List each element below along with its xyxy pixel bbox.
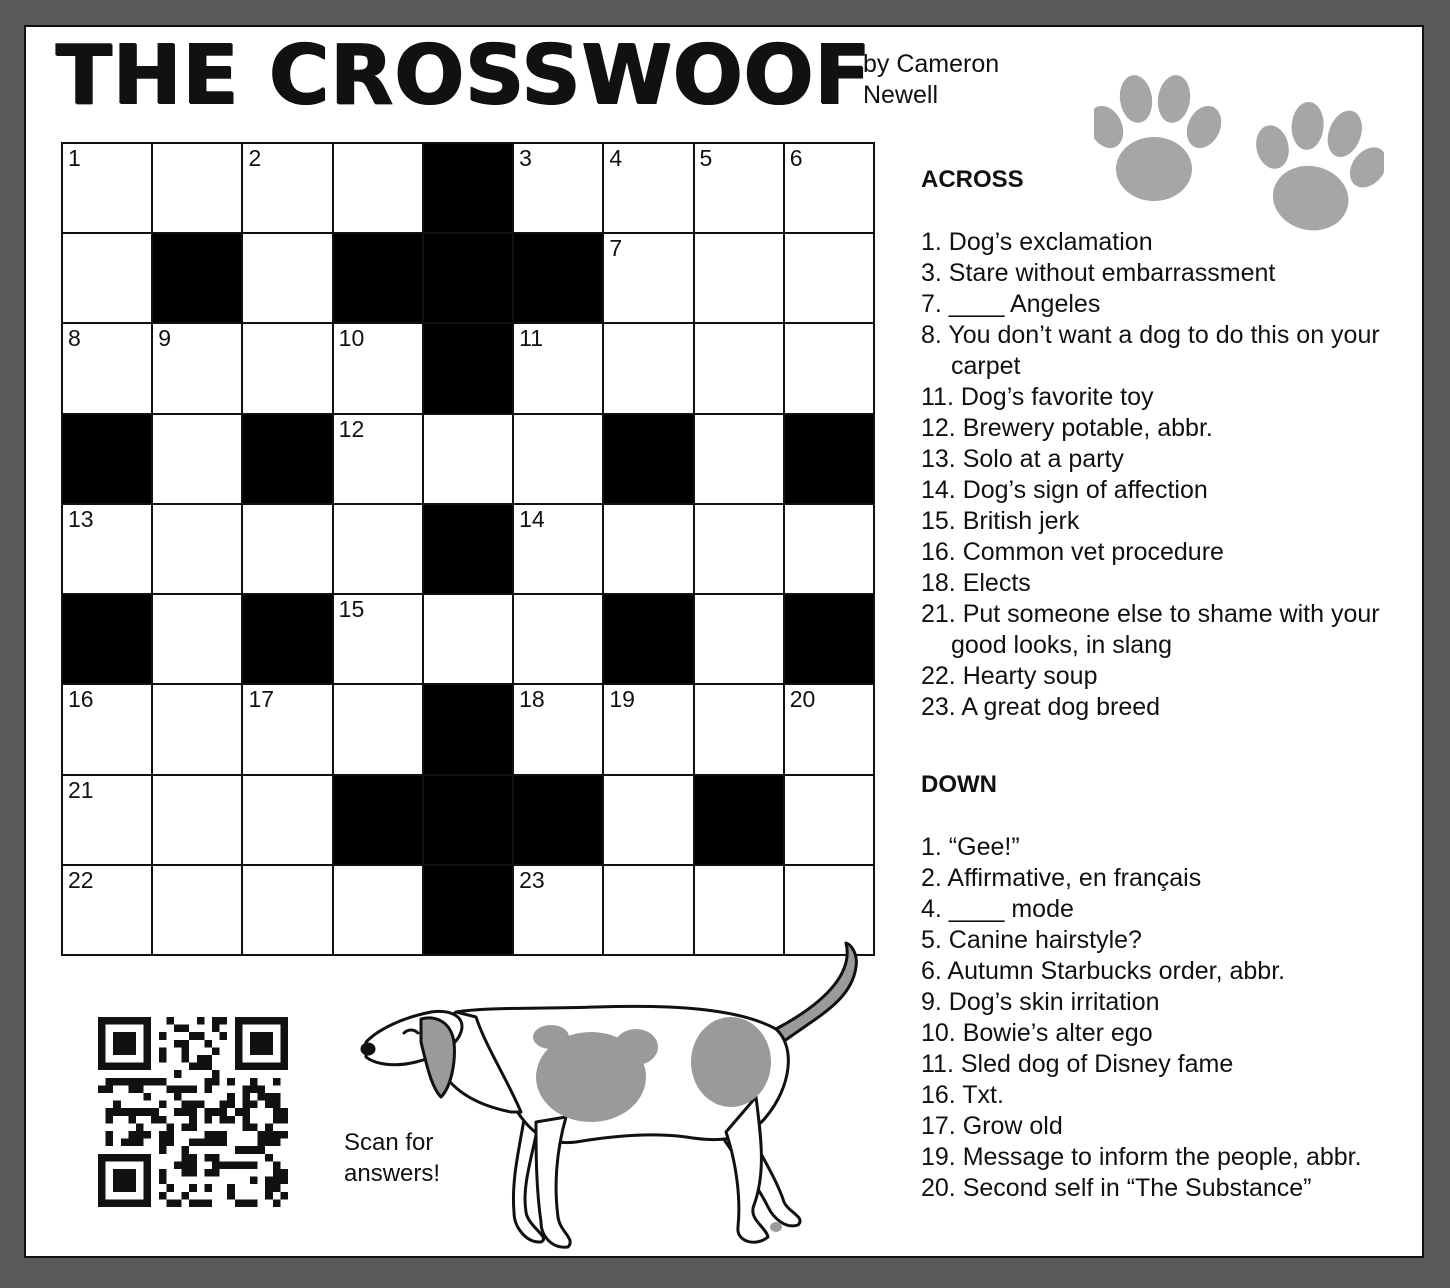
down-clue: 9. Dog’s skin irritation	[921, 988, 1160, 1016]
down-heading: DOWN	[921, 771, 997, 798]
across-clue: 3. Stare without embarrassment	[921, 259, 1276, 287]
clue-number: 4	[609, 145, 623, 171]
grid-cell[interactable]	[604, 324, 692, 412]
grid-cell[interactable]	[153, 685, 241, 773]
grid-block	[514, 234, 602, 322]
grid-cell[interactable]	[604, 144, 692, 232]
clue-number: 21	[68, 776, 94, 803]
grid-block	[785, 415, 873, 503]
clue-number: 11	[519, 325, 543, 352]
grid-cell[interactable]	[153, 776, 241, 864]
grid-cell[interactable]	[424, 595, 512, 683]
clue-number: 1	[68, 145, 81, 171]
grid-block	[785, 595, 873, 683]
grid-cell[interactable]	[63, 685, 151, 773]
grid-cell[interactable]	[695, 234, 783, 322]
down-clue: 17. Grow old	[921, 1112, 1063, 1140]
grid-cell[interactable]	[63, 866, 151, 954]
across-clue: 23. A great dog breed	[921, 693, 1161, 721]
grid-block	[424, 505, 512, 593]
grid-cell[interactable]	[334, 685, 422, 773]
clue-number: 20	[789, 686, 816, 713]
grid-block	[243, 595, 331, 683]
grid-block	[424, 776, 512, 864]
grid-cell[interactable]	[153, 144, 241, 232]
down-clue: 1. “Gee!”	[921, 833, 1020, 861]
across-clue: 18. Elects	[921, 569, 1031, 597]
clue-number: 13	[68, 505, 94, 532]
grid-cell[interactable]	[153, 595, 241, 683]
grid-cell[interactable]	[334, 415, 422, 503]
clue-number: 16	[68, 686, 94, 713]
grid-cell[interactable]	[153, 324, 241, 412]
grid-cell[interactable]	[243, 324, 331, 412]
clue-number: 3	[519, 145, 532, 171]
grid-cell[interactable]	[514, 415, 602, 503]
across-clue: 1. Dog’s exclamation	[921, 228, 1153, 256]
clue-number: 8	[68, 325, 81, 352]
grid-cell[interactable]	[153, 415, 241, 503]
grid-cell[interactable]	[514, 505, 602, 593]
across-heading: ACROSS	[921, 166, 1024, 193]
clue-number: 6	[789, 145, 803, 171]
across-clue: 13. Solo at a party	[921, 445, 1124, 473]
qr-caption: Scan for answers!	[344, 1129, 441, 1187]
across-clue: 21. Put someone else to shame with your good looks, in slang	[921, 600, 1380, 659]
clue-number: 19	[609, 686, 635, 713]
down-clue: 5. Canine hairstyle?	[921, 926, 1142, 954]
grid-cell[interactable]	[514, 144, 602, 232]
across-clue: 11. Dog’s favorite toy	[921, 383, 1154, 411]
clue-panel	[921, 165, 1391, 1204]
clue-number: 14	[519, 505, 545, 532]
across-clue: 15. British jerk	[921, 507, 1080, 535]
clue-number: 5	[699, 145, 713, 171]
grid-block	[424, 144, 512, 232]
clue-number: 12	[338, 415, 365, 442]
grid-cell[interactable]	[243, 776, 331, 864]
grid-block	[604, 415, 692, 503]
grid-cell[interactable]	[334, 144, 422, 232]
down-clue: 4. ____ mode	[921, 895, 1074, 923]
across-clue: 7. ____ Angeles	[921, 290, 1101, 318]
clue-number: 23	[519, 866, 545, 893]
grid-cell[interactable]	[514, 595, 602, 683]
clue-number: 7	[609, 235, 623, 262]
grid-cell[interactable]	[153, 866, 241, 954]
grid-cell[interactable]	[785, 144, 873, 232]
grid-cell[interactable]	[424, 415, 512, 503]
down-clue-list	[921, 832, 1391, 1204]
grid-cell[interactable]	[243, 505, 331, 593]
across-clue: 22. Hearty soup	[921, 662, 1098, 690]
qr-code-icon[interactable]	[98, 1017, 288, 1207]
grid-cell[interactable]	[785, 324, 873, 412]
down-clue: 19. Message to inform the people, abbr.	[921, 1143, 1362, 1171]
grid-cell[interactable]	[785, 776, 873, 864]
grid-cell[interactable]	[695, 505, 783, 593]
grid-cell[interactable]	[243, 234, 331, 322]
grid-cell[interactable]	[785, 685, 873, 773]
grid-cell[interactable]	[334, 505, 422, 593]
grid-cell[interactable]	[695, 685, 783, 773]
down-clue: 20. Second self in “The Substance”	[921, 1174, 1312, 1202]
grid-block	[63, 415, 151, 503]
grid-cell[interactable]	[604, 505, 692, 593]
across-clue: 14. Dog’s sign of affection	[921, 476, 1208, 504]
grid-cell[interactable]	[153, 505, 241, 593]
across-clue: 16. Common vet procedure	[921, 538, 1224, 566]
page-title: THE CROSSWOOF	[56, 28, 872, 123]
clue-number: 2	[248, 145, 262, 171]
grid-block	[695, 776, 783, 864]
grid-cell[interactable]	[604, 234, 692, 322]
down-clue: 16. Txt.	[921, 1081, 1004, 1109]
grid-block	[424, 234, 512, 322]
clue-number: 17	[248, 686, 275, 713]
grid-cell[interactable]	[604, 776, 692, 864]
grid-cell[interactable]	[695, 415, 783, 503]
across-clue-list	[921, 227, 1391, 723]
down-clue: 2. Affirmative, en français	[921, 864, 1202, 892]
grid-block	[514, 776, 602, 864]
grid-cell[interactable]	[63, 776, 151, 864]
clue-number: 15	[338, 596, 365, 623]
across-clue: 12. Brewery potable, abbr.	[921, 414, 1213, 442]
grid-cell[interactable]	[785, 234, 873, 322]
down-clue: 6. Autumn Starbucks order, abbr.	[921, 957, 1286, 985]
grid-cell[interactable]	[63, 234, 151, 322]
grid-block	[243, 415, 331, 503]
grid-block	[63, 595, 151, 683]
grid-cell[interactable]	[695, 144, 783, 232]
puzzle-sheet	[24, 25, 1424, 1258]
grid-cell[interactable]	[243, 144, 331, 232]
grid-cell[interactable]	[695, 595, 783, 683]
grid-cell[interactable]	[334, 324, 422, 412]
grid-cell[interactable]	[243, 866, 331, 954]
grid-block	[424, 685, 512, 773]
grid-block	[334, 234, 422, 322]
clue-number: 18	[519, 686, 545, 713]
grid-cell[interactable]	[334, 595, 422, 683]
grid-cell[interactable]	[63, 324, 151, 412]
grid-block	[153, 234, 241, 322]
down-clue: 10. Bowie’s alter ego	[921, 1019, 1153, 1047]
across-clue: 8. You don’t want a dog to do this on your carpet	[921, 321, 1380, 380]
clue-number: 9	[158, 325, 172, 352]
grid-block	[604, 595, 692, 683]
grid-cell[interactable]	[695, 324, 783, 412]
clue-number: 22	[68, 866, 94, 893]
clue-number: 10	[338, 325, 365, 352]
grid-cell[interactable]	[604, 685, 692, 773]
grid-cell[interactable]	[514, 685, 602, 773]
grid-cell[interactable]	[514, 324, 602, 412]
grid-cell[interactable]	[243, 685, 331, 773]
dog-illustration	[336, 937, 896, 1257]
grid-cell[interactable]	[63, 144, 151, 232]
author-byline: by Cameron Newell	[863, 50, 1000, 109]
grid-block	[424, 324, 512, 412]
grid-cell[interactable]	[785, 505, 873, 593]
grid-cell[interactable]	[63, 505, 151, 593]
grid-block	[334, 776, 422, 864]
crossword-grid	[61, 142, 875, 956]
down-clue: 11. Sled dog of Disney fame	[921, 1050, 1234, 1078]
